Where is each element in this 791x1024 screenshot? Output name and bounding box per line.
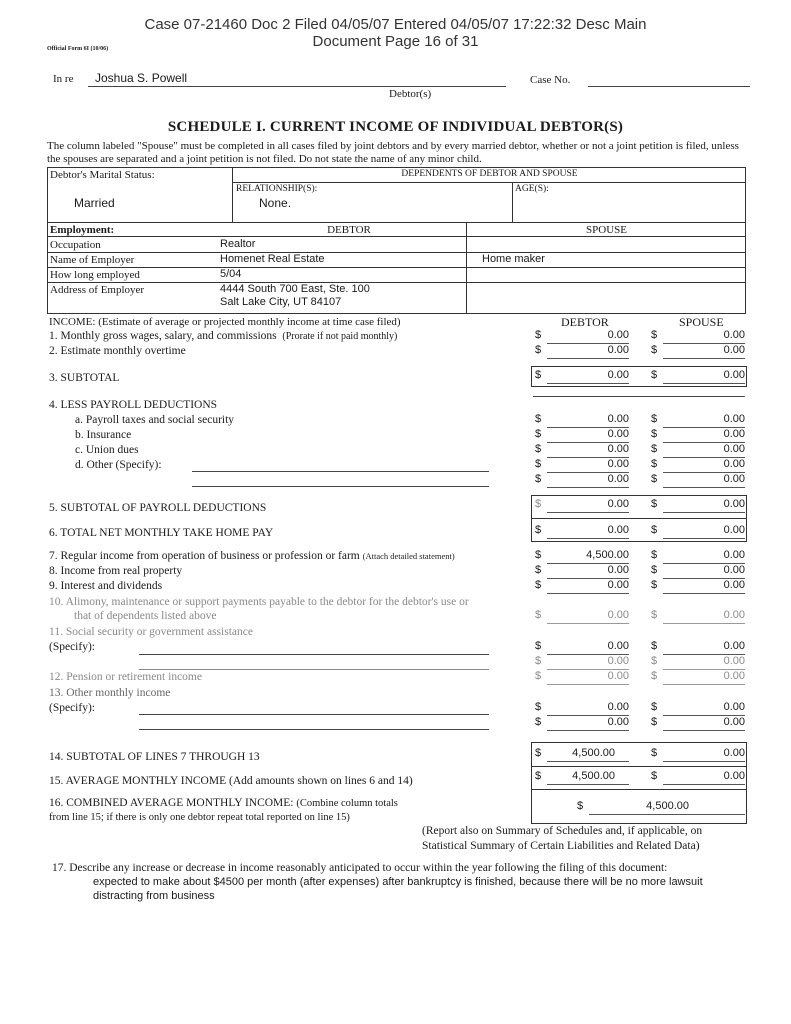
line8-spouse-amount[interactable]: $ 0.00 [651,564,745,580]
marital-status-value[interactable]: Married [74,196,115,210]
line4a-debtor-amount[interactable]: $ 0.00 [535,413,629,429]
line12-label: 12. Pension or retirement income [49,671,202,683]
income-header: INCOME: (Estimate of average or projected monthly income at time case filed) [49,316,401,328]
line14-label: 14. SUBTOTAL OF LINES 7 THROUGH 13 [49,751,260,763]
line12-spouse-amount[interactable]: $ 0.00 [651,670,745,686]
report-note-line1: (Report also on Summary of Schedules and, if applicable, on [422,825,703,837]
line5-spouse-amount[interactable]: $ 0.00 [651,498,745,514]
line10-label: 10. Alimony, maintenance or support payments payable to the debtor for the debtor's use or [49,596,469,608]
line10-label-cont: that of dependents listed above [74,610,217,622]
dependents-header: DEPENDENTS OF DEBTOR AND SPOUSE [401,169,578,179]
line12-debtor-amount[interactable]: $ 0.00 [535,670,629,686]
line16-combined-amount[interactable]: $ 4,500.00 [577,800,745,816]
line10-spouse-amount[interactable]: $ 0.00 [651,609,745,625]
col-spouse-header: SPOUSE [679,315,724,329]
line15-spouse-amount[interactable]: $ 0.00 [651,770,745,786]
line2-debtor-amount[interactable]: $ 0.00 [535,344,629,360]
line11-spouse-amount[interactable]: $ 0.00 [651,640,745,656]
ages-label: AGE(S): [515,184,549,194]
line7-debtor-amount[interactable]: $ 4,500.00 [535,549,629,565]
line2-spouse-amount[interactable]: $ 0.00 [651,344,745,360]
line4b-label: b. Insurance [75,429,132,441]
line4d-debtor-amount[interactable]: $ 0.00 [535,458,629,474]
in-re-label: In re [53,73,74,85]
line11-label: 11. Social security or government assistance [49,626,253,638]
line13-label: 13. Other monthly income [49,687,171,699]
relationships-value[interactable]: None. [259,196,292,210]
line2-label: 2. Estimate monthly overtime [49,345,186,357]
how-long-debtor[interactable]: 5/04 [220,268,242,280]
line5-label: 5. SUBTOTAL OF PAYROLL DEDUCTIONS [49,502,267,514]
line13b-debtor-amount[interactable]: $ 0.00 [535,716,629,732]
line11-specify-field-1[interactable] [139,654,489,655]
line3-label: 3. SUBTOTAL [49,372,120,384]
case-header-line1: Case 07-21460 Doc 2 Filed 04/05/07 Entered 04/05/07 17:22:32 Desc Main [144,16,647,33]
line11b-debtor-amount[interactable]: $ 0.00 [535,655,629,671]
line6-spouse-amount[interactable]: $ 0.00 [651,524,745,540]
line4c-label: c. Union dues [75,444,139,456]
line13b-spouse-amount[interactable]: $ 0.00 [651,716,745,732]
line4d-specify-field-2[interactable] [192,486,489,487]
employment-debtor-header: DEBTOR [327,224,371,236]
report-note-line2: Statistical Summary of Certain Liabilities and Related Data) [422,840,700,852]
case-no-label: Case No. [530,74,571,86]
line13-specify-field-2[interactable] [139,729,489,730]
line1-label: 1. Monthly gross wages, salary, and commissions (Prorate if not paid monthly) [49,330,398,342]
line4b-debtor-amount[interactable]: $ 0.00 [535,428,629,444]
line9-debtor-amount[interactable]: $ 0.00 [535,579,629,595]
line10-debtor-amount[interactable]: $ 0.00 [535,609,629,625]
line3-debtor-amount[interactable]: $ 0.00 [535,369,629,385]
marital-status-label: Debtor's Marital Status: [50,169,155,181]
schedule-title: SCHEDULE I. CURRENT INCOME OF INDIVIDUAL DEBTOR(S) [167,119,624,135]
line11-specify-field-2[interactable] [139,669,489,670]
employer-name-debtor[interactable]: Homenet Real Estate [220,253,325,265]
line9-spouse-amount[interactable]: $ 0.00 [651,579,745,595]
line11-specify-label: (Specify): [49,641,95,653]
debtor-name[interactable]: Joshua S. Powell [95,71,188,85]
employer-name-spouse[interactable]: Home maker [482,253,545,265]
line8-label: 8. Income from real property [49,565,183,577]
line13-specify-field-1[interactable] [139,714,489,715]
line7-spouse-amount[interactable]: $ 0.00 [651,549,745,565]
relationships-label: RELATIONSHIP(S): [236,184,318,194]
line1-debtor-amount[interactable]: $ 0.00 [535,329,629,345]
line6-label: 6. TOTAL NET MONTHLY TAKE HOME PAY [49,527,274,539]
line4c-spouse-amount[interactable]: $ 0.00 [651,443,745,459]
line4a-label: a. Payroll taxes and social security [75,414,235,426]
line3-spouse-amount[interactable]: $ 0.00 [651,369,745,385]
line15-label: 15. AVERAGE MONTHLY INCOME (Add amounts shown on lines 6 and 14) [49,775,413,787]
col-debtor-header: DEBTOR [561,315,609,329]
line4b-spouse-amount[interactable]: $ 0.00 [651,428,745,444]
line13-debtor-amount[interactable]: $ 0.00 [535,701,629,717]
line4e-debtor-amount[interactable]: $ 0.00 [535,473,629,489]
line11-debtor-amount[interactable]: $ 0.00 [535,640,629,656]
occupation-label: Occupation [50,239,101,251]
line13-spouse-amount[interactable]: $ 0.00 [651,701,745,717]
employer-name-label: Name of Employer [50,254,135,266]
line7-label: 7. Regular income from operation of business or profession or farm (Attach detailed statement) [49,550,455,562]
line1-spouse-amount[interactable]: $ 0.00 [651,329,745,345]
line5-debtor-amount[interactable]: $ 0.00 [535,498,629,514]
line4d-spouse-amount[interactable]: $ 0.00 [651,458,745,474]
line4d-label: d. Other (Specify): [75,459,162,471]
line4d-specify-field-1[interactable] [192,471,489,472]
line17-answer-line1[interactable]: expected to make about $4500 per month (after expenses) after bankruptcy is finished, because there will be no more lawsuit [93,876,703,888]
form-id: Official Form 6I (10/06) [47,46,109,52]
line9-label: 9. Interest and dividends [49,580,163,592]
employer-address-line2[interactable]: Salt Lake City, UT 84107 [220,296,342,308]
employment-label: Employment: [50,224,115,236]
line17-label: 17. Describe any increase or decrease in income reasonably anticipated to occur within the year following the filing of this document: [52,862,668,874]
employment-spouse-header: SPOUSE [586,224,627,236]
line14-spouse-amount[interactable]: $ 0.00 [651,747,745,763]
how-long-label: How long employed [50,269,140,281]
line4c-debtor-amount[interactable]: $ 0.00 [535,443,629,459]
line17-answer-line2[interactable]: distracting from business [93,890,215,902]
line16-label: 16. COMBINED AVERAGE MONTHLY INCOME: (Combine column totals [49,797,398,809]
line4-label: 4. LESS PAYROLL DEDUCTIONS [49,399,218,411]
line6-debtor-amount[interactable]: $ 0.00 [535,524,629,540]
line8-debtor-amount[interactable]: $ 0.00 [535,564,629,580]
line11b-spouse-amount[interactable]: $ 0.00 [651,655,745,671]
debtor-name-underline [88,86,506,87]
instructions: The column labeled "Spouse" must be completed in all cases filed by joint debtors and by every married debtor, whether or not a joint petition is filed, unless the spouses are separated and a joint petition is not filed. Do not state the name of any minor child. [47,140,739,165]
line13-specify-label: (Specify): [49,702,95,714]
line14-debtor-amount[interactable]: $ 4,500.00 [535,747,629,763]
line4a-spouse-amount[interactable]: $ 0.00 [651,413,745,429]
employer-address-label: Address of Employer [50,284,145,296]
case-no-field[interactable] [588,86,750,87]
line16-label-cont: from line 15; if there is only one debtor repeat total reported on line 15) [49,812,350,823]
occupation-debtor[interactable]: Realtor [220,238,256,250]
employer-address-line1[interactable]: 4444 South 700 East, Ste. 100 [220,283,370,295]
debtor-sub-label: Debtor(s) [389,88,432,100]
line4e-spouse-amount[interactable]: $ 0.00 [651,473,745,489]
line15-debtor-amount[interactable]: $ 4,500.00 [535,770,629,786]
case-header-line2: Document Page 16 of 31 [312,33,479,50]
